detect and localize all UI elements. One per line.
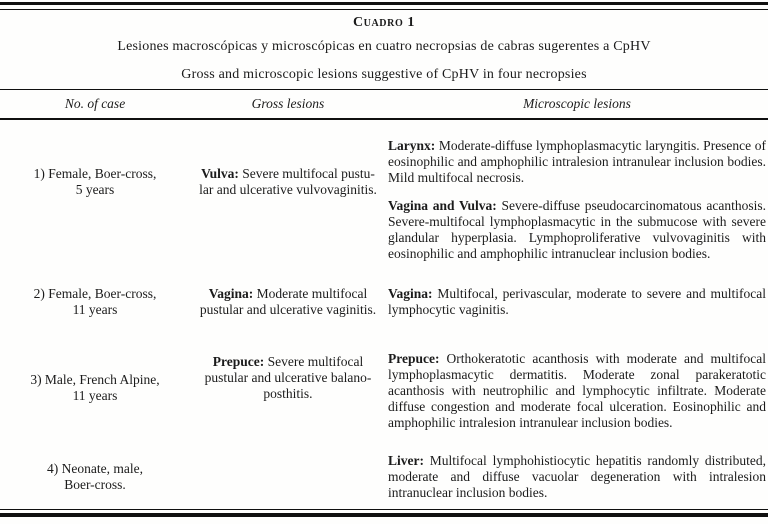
micro-paragraph [388,286,766,318]
micro-paragraph [388,351,766,431]
case-line: 4) Neonate, male, [47,461,143,476]
case-line: 3) Male, French Alpine, [30,372,160,387]
case-cell [0,447,190,507]
micro-lead: Vagina: [388,286,433,301]
gross-cell [190,279,386,335]
bottom-thick-rule [0,513,768,517]
column-header-gross: Gross lesions [190,90,386,120]
micro-cell [386,447,768,507]
table-row [0,335,768,447]
top-thin-rule [0,9,768,10]
gross-line: Moderate multifocal [256,286,368,301]
micro-text: Orthokeratotic acanthosis with moderate and multifocal lymphoplasmacytic dermatitis. Moderate zonal parakeratotic acanthosis with neutrophilic and lymphocytic infiltrate. Moderate diffuse congestion and moderate focal ulceration. Eosinophilic and amphophilic intralesion intranulear inclusion bodies. [388,351,766,430]
micro-cell [386,279,768,335]
micro-text: Multifocal, perivascular, moderate to severe and multifocal lymphocytic vaginitis. [388,286,767,317]
micro-cell [386,119,768,279]
bottom-thin-rule [0,509,768,510]
table-label: Cuadro 1 [352,15,416,30]
case-cell [0,119,190,279]
case-line: 2) Female, Boer-cross, [33,286,157,301]
gross-lead: Prepuce: [212,354,265,369]
case-cell [0,335,190,447]
micro-paragraph [388,138,766,186]
case-line: Boer-cross. [64,477,126,492]
column-header-microscopic: Microscopic lesions [386,90,768,120]
lesions-table [0,89,768,507]
micro-text: Multifocal lymphohistiocytic hepatitis randomly distributed, moderate and diffuse vacuolar degeneration with intralesion intranuclear inclusion bodies. [388,453,767,500]
gross-line: pustular and ulcerative vaginitis. [199,302,377,317]
gross-line: Severe multifocal pustu- [242,165,375,181]
gross-text [192,354,384,402]
micro-paragraph [388,198,766,262]
gross-text [192,286,384,318]
micro-lead: Larynx: [388,137,436,153]
table-row [0,279,768,335]
gross-line: posthitis. [263,386,313,401]
micro-lead: Liver: [388,453,424,468]
gross-line: Severe multifocal [267,354,364,369]
case-line: 11 years [72,388,118,403]
table-title-spanish: Lesiones macroscópicas y microscópicas en cuatro necropsias de cabras sugerentes a CpHV [117,39,651,54]
case-line: 1) Female, Boer-cross, [33,165,157,181]
table-row [0,119,768,279]
micro-lead: Prepuce: [388,351,440,366]
top-thick-rule [0,2,768,5]
gross-cell [190,447,386,507]
paper-page [0,2,768,524]
gross-lead: Vulva: [201,165,239,181]
table-title-english: Gross and microscopic lesions suggestive of CpHV in four necropsies [181,67,587,82]
case-line: 5 years [75,181,115,197]
gross-text [192,166,384,198]
micro-text: Moderate-diffuse lymphoplasmacytic laryngitis. Presence of eosinophilic and amphophilic intralesion intranulear inclusion bodies. Mild multifocal necrosis. [388,137,766,185]
column-header-case: No. of case [0,90,190,120]
case-line: 11 years [72,302,118,317]
gross-lead: Vagina: [208,286,254,301]
micro-text: Severe-diffuse pseudocarcinomatous acanthosis. Severe-multifocal lymphoplasmacytic in the submucose with severe glandular hyperplasia. Lymphoproliferative vulvovaginitis with eosinophilic and amphophilic intranuclear inclusion bodies. [388,197,766,261]
case-cell [0,279,190,335]
micro-cell [386,335,768,447]
table-row [0,447,768,507]
gross-cell [190,119,386,279]
micro-lead: Vagina and Vulva: [388,197,497,213]
header-row [0,90,768,120]
gross-line: pustular and ulcerative balano- [204,370,372,385]
micro-paragraph [388,453,766,501]
gross-line: lar and ulcerative vulvovaginitis. [199,181,377,197]
gross-cell [190,335,386,447]
